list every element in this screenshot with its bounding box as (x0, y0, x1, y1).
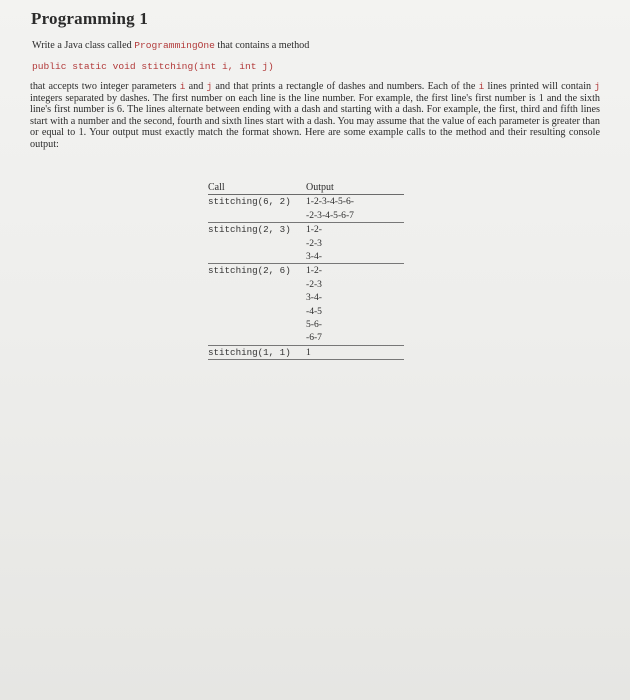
table-row (208, 209, 404, 223)
header-call: Call (208, 181, 306, 195)
table-row (208, 291, 404, 304)
table-row (208, 278, 404, 291)
call-cell (208, 209, 306, 223)
intro-text-after: that contains a method (214, 40, 310, 51)
para-text: and that prints a rectangle of dashes and numbers. Each of the (212, 81, 479, 92)
output-cell: -6-7 (306, 331, 404, 345)
header-output: Output (306, 181, 404, 195)
para-text: that accepts two integer parameters (30, 81, 180, 92)
table-row (208, 264, 404, 278)
table-row (208, 331, 404, 345)
output-cell: 1-2-3-4-5-6- (306, 196, 354, 208)
para-text: lines printed will contain (484, 81, 595, 92)
table-row (208, 195, 404, 209)
output-cell: 1-2- (306, 265, 322, 277)
intro-text-before: Write a Java class called (32, 40, 135, 51)
param-i-code: i (179, 81, 186, 92)
call-cell: stitching(6, 2) (208, 196, 291, 208)
method-signature: public static void stitching(int i, int j) (32, 61, 274, 72)
output-cell: 3-4- (306, 292, 322, 304)
call-cell: stitching(1, 1) (208, 345, 306, 359)
table-row (208, 237, 404, 250)
examples-table (208, 181, 404, 360)
output-cell: -2-3 (306, 237, 322, 249)
call-cell: stitching(2, 3) (208, 224, 291, 236)
table-row (208, 318, 404, 331)
output-cell: 1-2- (306, 224, 322, 236)
table-row (208, 250, 404, 264)
output-cell: -4-5 (306, 305, 322, 317)
table-row (208, 305, 404, 318)
call-cell (208, 305, 306, 318)
call-cell (208, 278, 306, 291)
output-cell: 1 (306, 345, 404, 359)
param-i-code: i (478, 81, 485, 92)
intro-line (32, 40, 309, 51)
param-j-code: j (206, 81, 213, 92)
call-cell: stitching(2, 6) (208, 265, 291, 277)
para-text: integers separated by dashes. The first number on each line is the line number. For example, the first line's first number is 1 and the sixth line's first number is 6. The lines alternate between ending with a dash and starting with a dash. For example, the first, third and fifth lines start with a number and the second, fourth and sixth lines start with a dash. You may assume that the value of each parameter is greater than or equal to 1. Your output must exactly match the format shown. Here are some example calls to the method and their resulting console output: (30, 92, 600, 150)
table-row (208, 345, 404, 359)
call-cell (208, 237, 306, 250)
param-j-code: j (594, 81, 600, 92)
output-cell: 5-6- (306, 319, 322, 331)
output-cell: 3-4- (306, 250, 404, 264)
page-title: Programming 1 (31, 9, 149, 28)
call-cell (208, 331, 306, 345)
call-cell (208, 250, 306, 264)
call-cell (208, 291, 306, 304)
class-name-code: ProgrammingOne (134, 40, 215, 51)
description-paragraph (30, 81, 600, 151)
para-text: and (185, 81, 207, 92)
output-cell: -2-3-4-5-6-7 (306, 209, 404, 223)
call-cell (208, 318, 306, 331)
output-cell: -2-3 (306, 278, 322, 290)
table-row (208, 223, 404, 237)
